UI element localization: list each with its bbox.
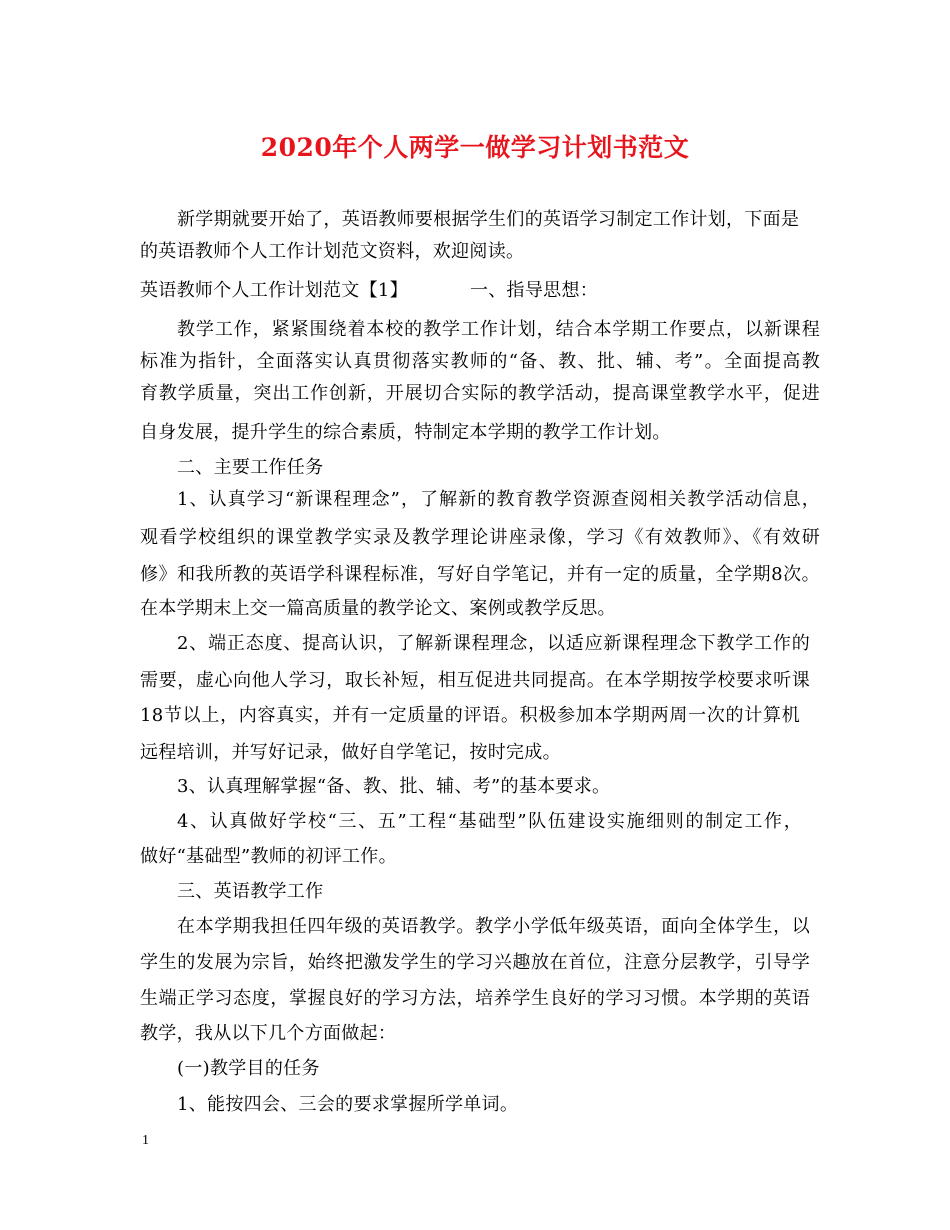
paragraph-line: 学生的发展为宗旨，始终把激发学生的学习兴趣放在首位，注意分层教学，引导学	[140, 952, 810, 973]
paragraph-line	[140, 279, 820, 303]
paragraph-line: 1、能按四会、三会的要求掌握所学单词。	[177, 1094, 519, 1115]
paragraph-line: 做好“基础型”教师的初评工作。	[140, 846, 397, 867]
paragraph-line: 远程培训，并写好记录，做好自学笔记，按时完成。	[140, 742, 561, 763]
section-heading: 二、主要工作任务	[177, 457, 324, 478]
paragraph-line: 的英语教师个人工作计划范文资料，欢迎阅读。	[140, 241, 525, 262]
paragraph-line: 修》和我所教的英语学科课程标准，写好自学笔记，并有一定的质量，全学期8次。	[140, 564, 820, 585]
section-heading-sample: 英语教师个人工作计划范文【1】	[140, 280, 408, 301]
section-heading: 三、英语教学工作	[177, 881, 324, 902]
paragraph-line: 在本学期我担任四年级的英语教学。教学小学低年级英语，面向全体学生，以	[177, 916, 810, 937]
paragraph-line: 观看学校组织的课堂教学实录及教学理论讲座录像，学习《有效教师》、《有效研	[140, 527, 820, 548]
document-title: 2020年个人两学一做学习计划书范文	[260, 133, 690, 162]
section-heading: (一)教学目的任务	[177, 1058, 320, 1079]
page-number: 1	[142, 1133, 149, 1148]
paragraph-line: 3、认真理解掌握“备、教、批、辅、考”的基本要求。	[177, 776, 611, 797]
paragraph-line: 教学工作，紧紧围绕着本校的教学工作计划，结合本学期工作要点，以新课程	[177, 319, 820, 340]
paragraph-line: 需要，虚心向他人学习，取长补短，相互促进共同提高。在本学期按学校要求听课	[140, 670, 810, 691]
paragraph-line: 教学，我从以下几个方面做起：	[140, 1023, 397, 1044]
paragraph-line: 新学期就要开始了，英语教师要根据学生们的英语学习制定工作计划，下面是	[177, 209, 800, 230]
paragraph-line: 在本学期末上交一篇高质量的教学论文、案例或教学反思。	[140, 598, 616, 619]
paragraph-line: 育教学质量，突出工作创新，开展切合实际的教学活动，提高课堂教学水平，促进	[140, 383, 820, 404]
paragraph-line: 2、端正态度、提高认识，了解新课程理念，以适应新课程理念下教学工作的	[177, 633, 810, 654]
paragraph-line: 标准为指针，全面落实认真贯彻落实教师的“备、教、批、辅、考”。全面提高教	[140, 351, 820, 372]
paragraph-line: 生端正学习态度，掌握良好的学习方法，培养学生良好的学习习惯。本学期的英语	[140, 988, 810, 1009]
paragraph-line: 18节以上，内容真实，并有一定质量的评语。积极参加本学期两周一次的计算机	[140, 705, 800, 726]
paragraph-line: 自身发展，提升学生的综合素质，特制定本学期的教学工作计划。	[140, 422, 671, 443]
section-heading-guiding: 一、指导思想：	[469, 280, 599, 301]
paragraph-line: 1、认真学习“新课程理念”，了解新的教育教学资源查阅相关教学活动信息，	[177, 489, 820, 510]
paragraph-line: 4、认真做好学校“三、五”工程“基础型”队伍建设实施细则的制定工作，	[177, 811, 802, 832]
